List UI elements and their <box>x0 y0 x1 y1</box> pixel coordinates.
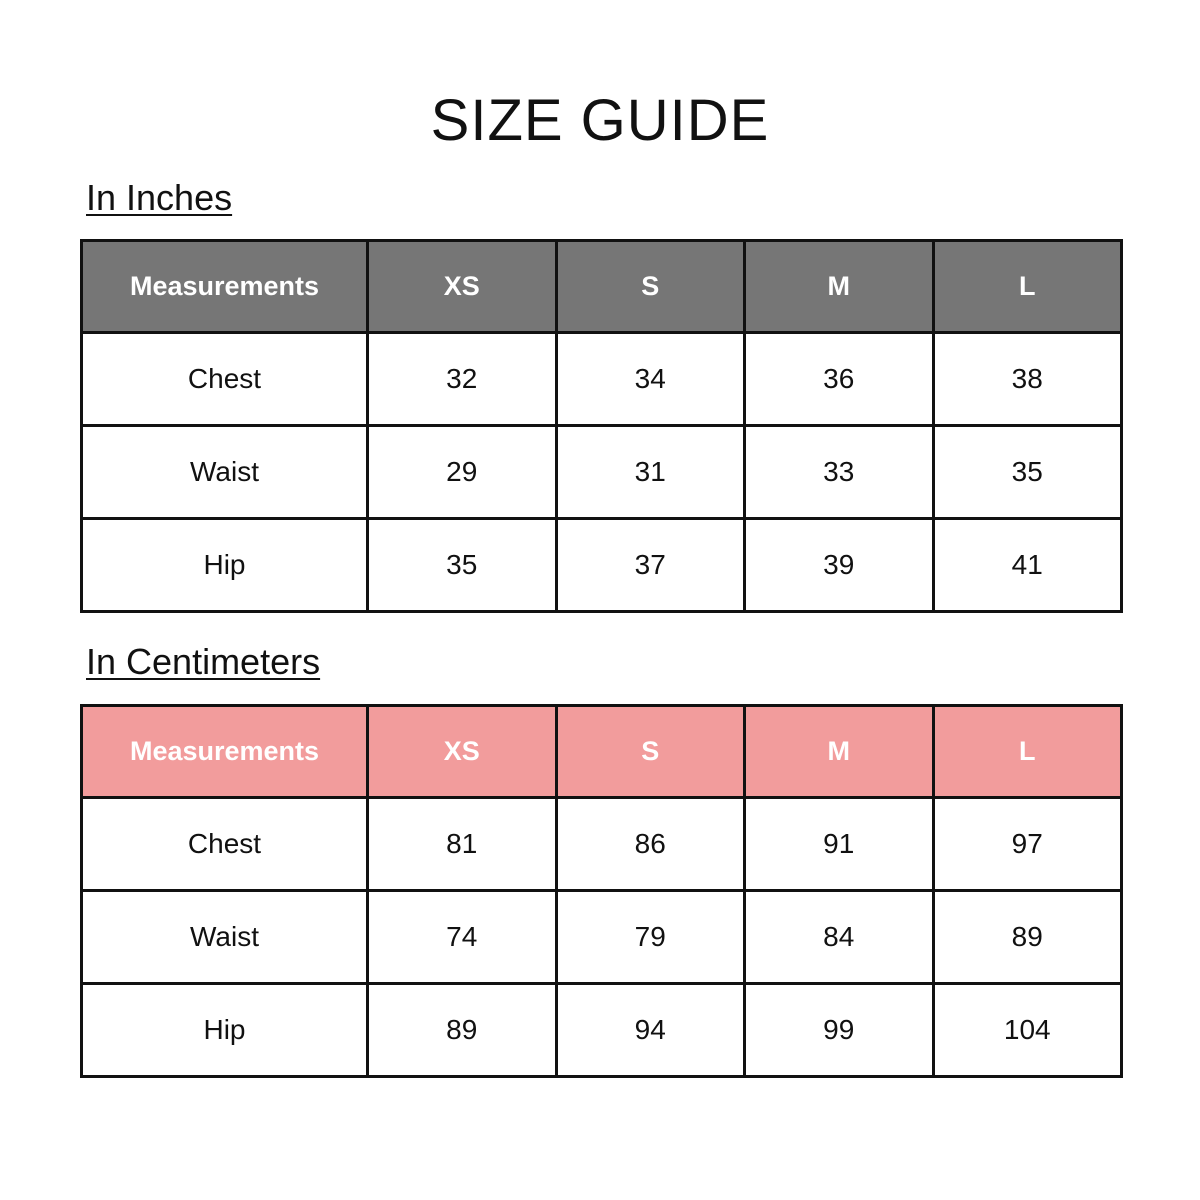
row-label: Chest <box>82 333 368 426</box>
table-row <box>82 984 1122 1077</box>
table-cell: 99 <box>745 984 934 1077</box>
table-cell: 91 <box>745 798 934 891</box>
table-row <box>82 891 1122 984</box>
row-label: Waist <box>82 426 368 519</box>
table-cell: 34 <box>556 333 745 426</box>
table-cell: 32 <box>368 333 557 426</box>
table-cell: 29 <box>368 426 557 519</box>
table-row <box>82 519 1122 612</box>
header-cell-m: M <box>745 241 934 333</box>
row-label: Hip <box>82 984 368 1077</box>
section-heading-centimeters: In Centimeters <box>86 641 321 682</box>
row-label: Waist <box>82 891 368 984</box>
table-cell: 81 <box>368 798 557 891</box>
table-cell: 31 <box>556 426 745 519</box>
header-cell-s: S <box>556 241 745 333</box>
table-cell: 89 <box>933 891 1122 984</box>
header-cell-l: L <box>933 706 1122 798</box>
table-cell: 86 <box>556 798 745 891</box>
table-cell: 84 <box>745 891 934 984</box>
table-row <box>82 426 1122 519</box>
table-cell: 41 <box>933 519 1122 612</box>
header-cell-s: S <box>556 706 745 798</box>
table-cell: 35 <box>368 519 557 612</box>
table-cell: 79 <box>556 891 745 984</box>
table-row <box>82 798 1122 891</box>
table-cell: 38 <box>933 333 1122 426</box>
table-cell: 36 <box>745 333 934 426</box>
size-table-centimeters <box>80 704 1123 1078</box>
row-label: Chest <box>82 798 368 891</box>
table-cell: 33 <box>745 426 934 519</box>
table-cell: 37 <box>556 519 745 612</box>
table-cell: 94 <box>556 984 745 1077</box>
table-header-row <box>82 241 1122 333</box>
section-heading-inches: In Inches <box>86 177 233 218</box>
header-cell-l: L <box>933 241 1122 333</box>
table-cell: 35 <box>933 426 1122 519</box>
table-cell: 97 <box>933 798 1122 891</box>
table-header-row <box>82 706 1122 798</box>
size-table-inches <box>80 239 1123 613</box>
table-cell: 39 <box>745 519 934 612</box>
page-title: SIZE GUIDE <box>430 88 770 153</box>
table-cell: 89 <box>368 984 557 1077</box>
table-cell: 104 <box>933 984 1122 1077</box>
header-cell-xs: XS <box>368 241 557 333</box>
table-cell: 74 <box>368 891 557 984</box>
table-row <box>82 333 1122 426</box>
header-cell-measurements: Measurements <box>82 241 368 333</box>
header-cell-measurements: Measurements <box>82 706 368 798</box>
header-cell-xs: XS <box>368 706 557 798</box>
row-label: Hip <box>82 519 368 612</box>
header-cell-m: M <box>745 706 934 798</box>
